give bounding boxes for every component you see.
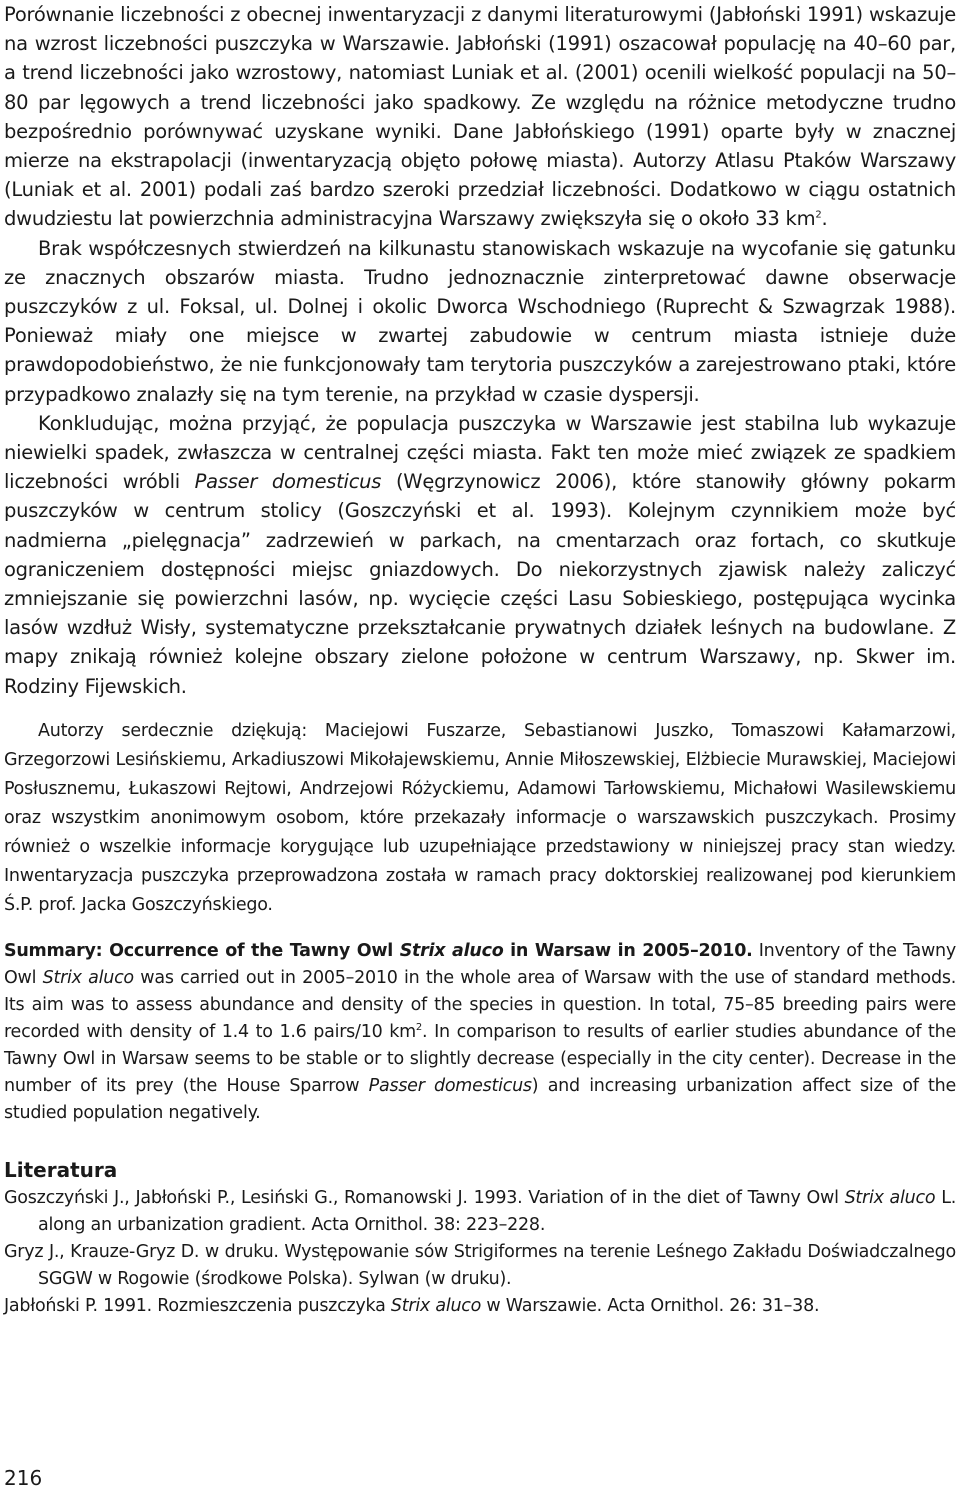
summary-text: Inventory of the Tawny Owl <box>4 940 956 988</box>
species-name: Strix aluco <box>844 1187 936 1208</box>
acknowledgements-text: Autorzy serdecznie dziękują: Maciejowi Fuszarze, Sebastianowi Juszko, Tomaszowi Kałamarzowi, Grzegorzowi Lesińskiemu, Arkadiuszowi Mikołajewskiemu, Annie Miłoszewskiej, Elżbiecie Murawskiej, Maciejowi Posłusznemu, Łukaszowi Rejtowi, Andrzejowi Różyckiemu, Adamowi Tarłowskiemu, Michałowi Wasilewskiemu oraz wszystkim anonimowym osobom, które przekazały informacje o warszawskich puszczykach. Prosimy również o wszelkie informacje korygujące lub uzupełniające przedstawiony w niniejszej pracy stan wiedzy. Inwentaryzacja puszczyka przeprowadzona została w ramach pracy doktorskiej realizowanej pod kierunkiem Ś.P. prof. Jacka Goszczyńskiego. <box>4 720 956 915</box>
species-name: Strix aluco <box>390 1295 482 1316</box>
acknowledgements <box>4 717 956 920</box>
superscript: 2 <box>415 1022 423 1034</box>
species-name: Passer domesticus <box>194 470 382 494</box>
summary-title-text: Summary: Occurrence of the Tawny Owl <box>4 940 400 961</box>
summary-text: ) and increasing urbanization affect size of the studied population negatively. <box>4 1075 956 1123</box>
body-text: Konkludując, można przyjąć, że populacja puszczyka w Warszawie jest stabilna lub wykazuje niewielki spadek, zwłaszcza w centralnej części miasta. Fakt ten może mieć związek ze spadkiem liczebności wróbli <box>4 411 956 494</box>
reference-text: Gryz J., Krauze-Gryz D. w druku. Występowanie sów Strigiformes na terenie Leśnego Zakładu Doświadczalnego SGGW w Rogowie (środkowe Polska). Sylwan (w druku). <box>4 1241 956 1289</box>
reference-text: Goszczyński J., Jabłoński P., Lesiński G., Romanowski J. 1993. Variation of in the diet of Tawny Owl <box>4 1187 845 1208</box>
body-paragraph-2 <box>4 234 956 409</box>
literature-heading: Literatura <box>4 1157 118 1182</box>
body-paragraph-3 <box>4 409 956 701</box>
reference-text: Jabłoński P. 1991. Rozmieszczenia puszczyka <box>4 1295 391 1316</box>
body-text: Porównanie liczebności z obecnej inwentaryzacji z danymi literaturowymi (Jabłoński 1991) wskazuje na wzrost liczebności puszczyka w Warszawie. Jabłoński (1991) oszacował populację na 40–60 par, a trend liczebności jako wzrostowy, natomiast Luniak et al. (2001) ocenili wielkość populacji na 50–80 par lęgowych a trend liczebności jako spadkowy. Ze względu na różnice metodyczne trudno bezpośrednio porównywać uzyskane wyniki. Dane Jabłońskiego (1991) oparte były w znacznej mierze na ekstrapolacji (inwentaryzacją objęto połowę miasta). Autorzy Atlasu Ptaków Warszawy (Luniak et al. 2001) podali zaś bardzo szeroki przedział liczebności. Dodatkowo w ciągu ostatnich dwudziestu lat powierzchnia administracyjna Warszawy zwiększyła się o około 33 km <box>4 3 956 231</box>
species-name: Passer domesticus <box>368 1075 532 1096</box>
body-text: (Węgrzynowicz 2006), które stanowiły główny pokarm puszczyków w centrum stolicy (Goszczyński et al. 1993). Kolejnym czynnikiem może być nadmierna „pielęgnacja” zadrzewień w parkach, na cmentarzach oraz fortach, co skutkuje ograniczeniem dostępności miejsc gniazdowych. Do niekorzystnych zjawisk należy zaliczyć zmniejszanie się powierzchni lasów, np. wycięcie części Lasu Sobieskiego, postępująca wycinka lasów wzdłuż Wisły, systematyczne przekształcanie prywatnych działek leśnych na budowlane. Z mapy znikają również kolejne obszary zielone położone w centrum Warszawy, np. Skwer im. Rodziny Fijewskich. <box>4 470 956 698</box>
summary <box>4 938 956 1127</box>
species-name: Strix aluco <box>42 967 134 988</box>
summary-text: . In comparison to results of earlier studies abundance of the Tawny Owl in Warsaw seems to be stable or to slightly decrease (especially in the city center). Decrease in the number of its prey (the House Sparrow <box>4 1021 956 1096</box>
reference-text: L. along an urbanization gradient. Acta Ornithol. 38: 223–228. <box>38 1187 957 1235</box>
summary-title-text: in Warsaw in 2005–2010. <box>503 940 753 961</box>
superscript: 2 <box>815 209 822 221</box>
page-content <box>4 0 956 1320</box>
reference-text: w Warszawie. Acta Ornithol. 26: 31–38. <box>481 1295 820 1316</box>
summary-title <box>4 941 753 961</box>
species-name: Strix aluco <box>399 940 504 961</box>
reference-item <box>4 1239 956 1293</box>
body-text: Brak współczesnych stwierdzeń na kilkunastu stanowiskach wskazuje na wycofanie się gatunku ze znacznych obszarów miasta. Trudno jednoznacznie zinterpretować dawne obserwacje puszczyków z ul. Foksal, ul. Dolnej i okolic Dworca Wschodniego (Ruprecht & Szwagrzak 1988). Ponieważ miały one miejsce w zwartej zabudowie w centrum miasta istnieje duże prawdopodobieństwo, że nie funkcjonowały tam terytoria puszczyków a zarejestrowano ptaki, które przypadkowo znalazły się na tym terenie, na przykład w czasie dyspersji. <box>4 236 956 406</box>
summary-text: was carried out in 2005–2010 in the whole area of Warsaw with the use of standard methods. Its aim was to assess abundance and density of the species in question. In total, 75–85 breeding pairs were recorded with density of 1.4 to 1.6 pairs/10 km <box>4 967 957 1042</box>
body-paragraph-1 <box>4 0 956 234</box>
reference-item <box>4 1185 956 1239</box>
page-number: 216 <box>4 1466 43 1490</box>
reference-item <box>4 1293 956 1320</box>
body-text: . <box>821 207 828 231</box>
